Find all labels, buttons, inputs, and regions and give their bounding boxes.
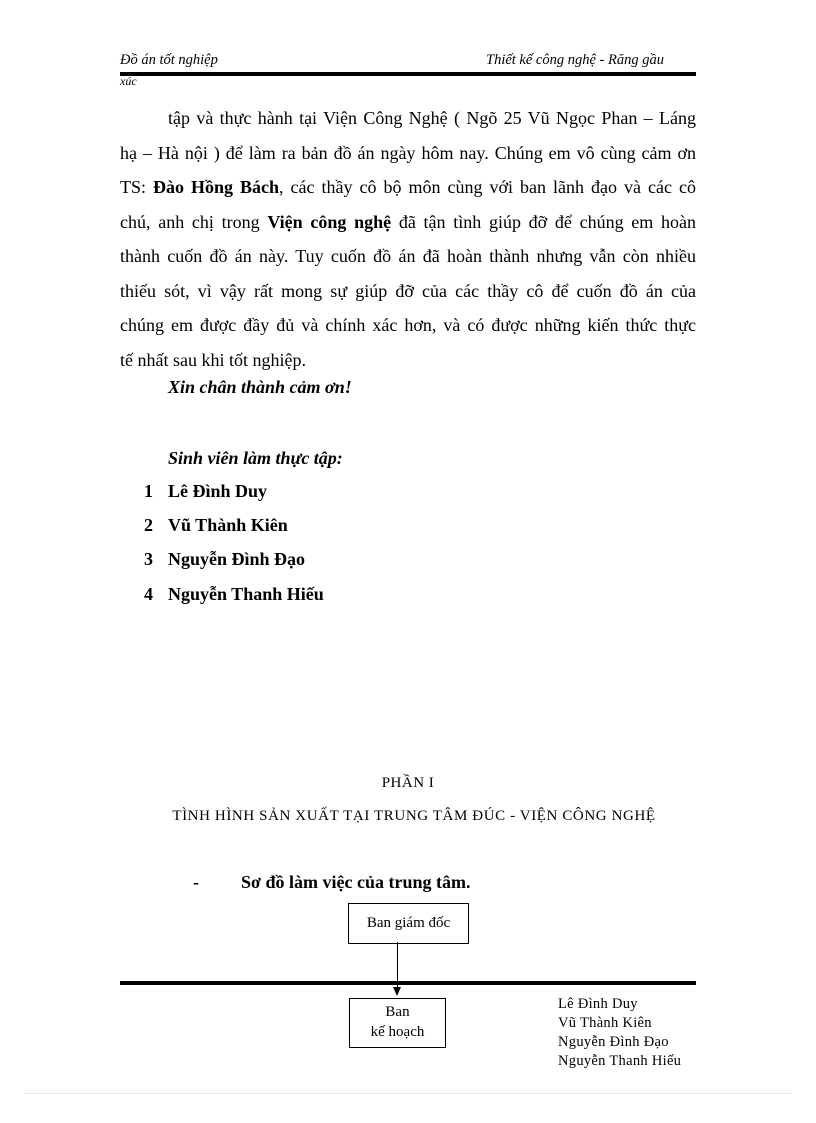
footer-author: Nguyễn Đình Đạo [558,1034,669,1050]
page-bottom-border [25,1093,791,1094]
student-name: Nguyễn Đình Đạo [168,549,306,569]
footer-author: Lê Đình Duy [558,996,638,1012]
institute-name: Viện công nghệ [267,211,392,232]
paragraph-line: thành cuốn đồ án này. Tuy cuốn đồ án đã hoàn thành nhưng vẫn còn nhiều [120,246,696,266]
students-heading: Sinh viên làm thực tập: [168,448,343,468]
footer-author: Nguyễn Thanh Hiếu [558,1053,682,1069]
org-box-director: Ban giám đốc [348,903,469,944]
org-box-planning-line1: Ban [385,1004,410,1020]
acknowledgement-paragraph [120,101,696,377]
student-number: 2 [144,515,153,535]
org-box-planning [349,998,446,1048]
bullet-dash: - [193,872,199,892]
part-subtitle: TÌNH HÌNH SẢN XUẤT TẠI TRUNG TÂM ĐÚC - VIỆN CÔNG NGHỆ [172,808,656,824]
student-name: Lê Đình Duy [168,481,268,501]
footer-rule [120,981,696,985]
student-name: Vũ Thành Kiên [168,515,288,535]
paragraph-line: thiếu sót, vì vậy rất mong sự giúp đỡ của các thầy cô để cuốn đồ án của [120,280,696,301]
part-title: PHẦN I [381,775,435,791]
paragraph-line: tế nhất sau khi tốt nghiệp. [120,349,306,370]
paragraph-line: hạ – Hà nội ) để làm ra bản đồ án ngày hôm nay. Chúng em vô cùng cảm ơn [120,142,696,163]
student-number: 4 [144,584,153,604]
paragraph-line: chú, anh chị trong Viện công nghệ đã tận tình giúp đỡ để chúng em hoàn [120,211,696,232]
header-right-title: Thiết kế công nghệ - Răng gầu [486,52,664,68]
arrow-down-icon [393,987,401,996]
paragraph-line: TS: Đào Hồng Bách, các thầy cô bộ môn cùng với ban lãnh đạo và các cô [120,177,696,197]
thanks-line: Xin chân thành cảm ơn! [168,377,352,397]
org-box-planning-line2: kế hoạch [370,1024,425,1040]
header-right-title-wrap: xúc [120,74,137,88]
student-name: Nguyễn Thanh Hiếu [168,584,324,604]
student-number: 3 [144,549,153,569]
footer-author: Vũ Thành Kiên [558,1015,652,1031]
header-rule [120,72,696,76]
supervisor-name: Đào Hồng Bách [153,177,280,197]
footer-authors [558,995,681,1071]
student-number: 1 [144,481,153,501]
section-heading: Sơ đồ làm việc của trung tâm. [241,872,471,892]
paragraph-line: chúng em được đầy đủ và chính xác hơn, và có được những kiến thức thực [120,315,696,335]
paragraph-line: tập và thực hành tại Viện Công Nghệ ( Ngõ 25 Vũ Ngọc Phan – Láng [168,108,696,128]
header-left-title: Đồ án tốt nghiệp [120,52,218,68]
